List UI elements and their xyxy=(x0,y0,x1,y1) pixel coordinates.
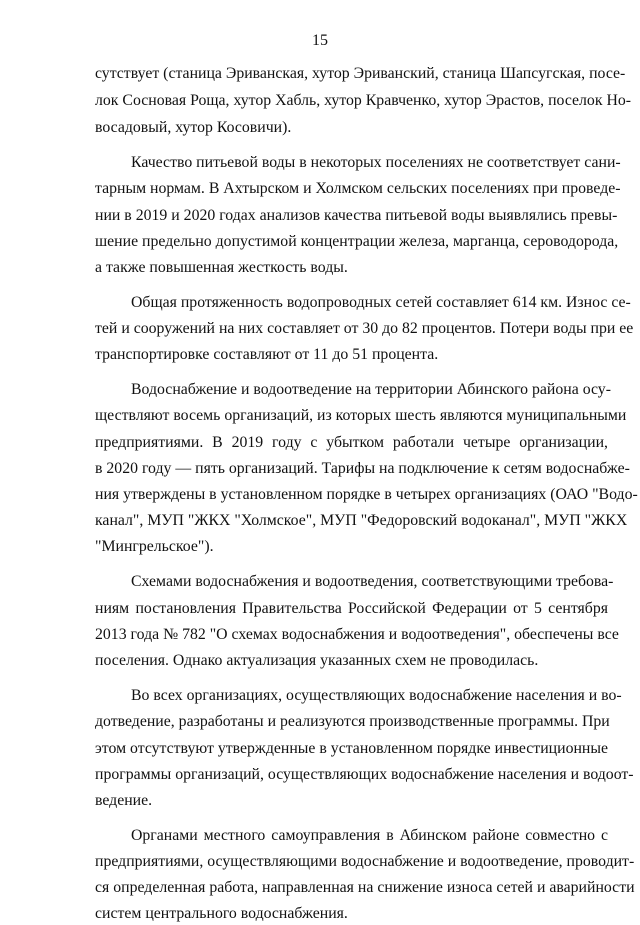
text-line: транспортировке составляют от 11 до 51 процента. xyxy=(95,346,439,363)
text-line: поселения. Однако актуализация указанных схем не проводилась. xyxy=(95,652,539,669)
text-line: в 2020 году — пять организаций. Тарифы на подключение к сетям водоснабже- xyxy=(95,460,630,477)
text-line: "Мингрельское"). xyxy=(95,538,214,555)
text-line: ществляют восемь организаций, из которых шесть являются муниципальными xyxy=(95,407,627,424)
text-line: дотведение, разработаны и реализуются производственные программы. При xyxy=(95,713,610,730)
text-line: предприятиями. В 2019 году с убытком работали четыре организации, xyxy=(95,434,608,451)
page-number: 15 xyxy=(312,32,328,49)
text-line: а также повышенная жесткость воды. xyxy=(95,259,348,276)
text-line: сутствует (станица Эриванская, хутор Эриванский, станица Шапсугская, посе- xyxy=(95,65,626,82)
text-line: ведение. xyxy=(95,792,153,809)
text-line: восадовый, хутор Косовичи). xyxy=(95,119,292,136)
text-line: лок Сосновая Роща, хутор Хабль, хутор Кравченко, хутор Эрастов, поселок Но- xyxy=(95,92,632,109)
text-line: Схемами водоснабжения и водоотведения, соответствующими требова- xyxy=(131,573,614,590)
text-line: канал", МУП "ЖКХ "Холмское", МУП "Федоровский водоканал", МУП "ЖКХ xyxy=(95,512,628,529)
text-line: предприятиями, осуществляющими водоснабжение и водоотведение, проводит- xyxy=(95,853,635,870)
text-line: Водоснабжение и водоотведение на территории Абинского района осу- xyxy=(131,381,611,398)
text-line: программы организаций, осуществляющих водоснабжение населения и водоот- xyxy=(95,766,634,783)
text-line: ния утверждены в установленном порядке в четырех организациях (ОАО "Водо- xyxy=(95,486,638,503)
text-line: 2013 года № 782 "О схемах водоснабжения и водоотведения", обеспечены все xyxy=(95,626,619,643)
text-line: ся определенная работа, направленная на снижение износа сетей и аварийности xyxy=(95,879,635,896)
text-line: нии в 2019 и 2020 годах анализов качества питьевой воды выявлялись превы- xyxy=(95,207,618,224)
text-line: Во всех организациях, осуществляющих водоснабжение населения и во- xyxy=(131,687,622,704)
text-line: Качество питьевой воды в некоторых поселениях не соответствует сани- xyxy=(131,154,621,171)
text-line: систем центрального водоснабжения. xyxy=(95,905,348,922)
text-line: этом отсутствуют утвержденные в установленном порядке инвестиционные xyxy=(95,740,608,757)
text-line: ниям постановления Правительства Российской Федерации от 5 сентября xyxy=(95,600,608,617)
text-line: тей и сооружений на них составляет от 30 до 82 процентов. Потери воды при ее xyxy=(95,320,634,337)
text-line: Общая протяженность водопроводных сетей составляет 614 км. Износ се- xyxy=(131,294,631,311)
text-line: Органами местного самоуправления в Абинском районе совместно с xyxy=(131,827,608,844)
text-line: шение предельно допустимой концентрации железа, марганца, сероводорода, xyxy=(95,233,619,250)
text-line: тарным нормам. В Ахтырском и Холмском сельских поселениях при проведе- xyxy=(95,180,621,197)
